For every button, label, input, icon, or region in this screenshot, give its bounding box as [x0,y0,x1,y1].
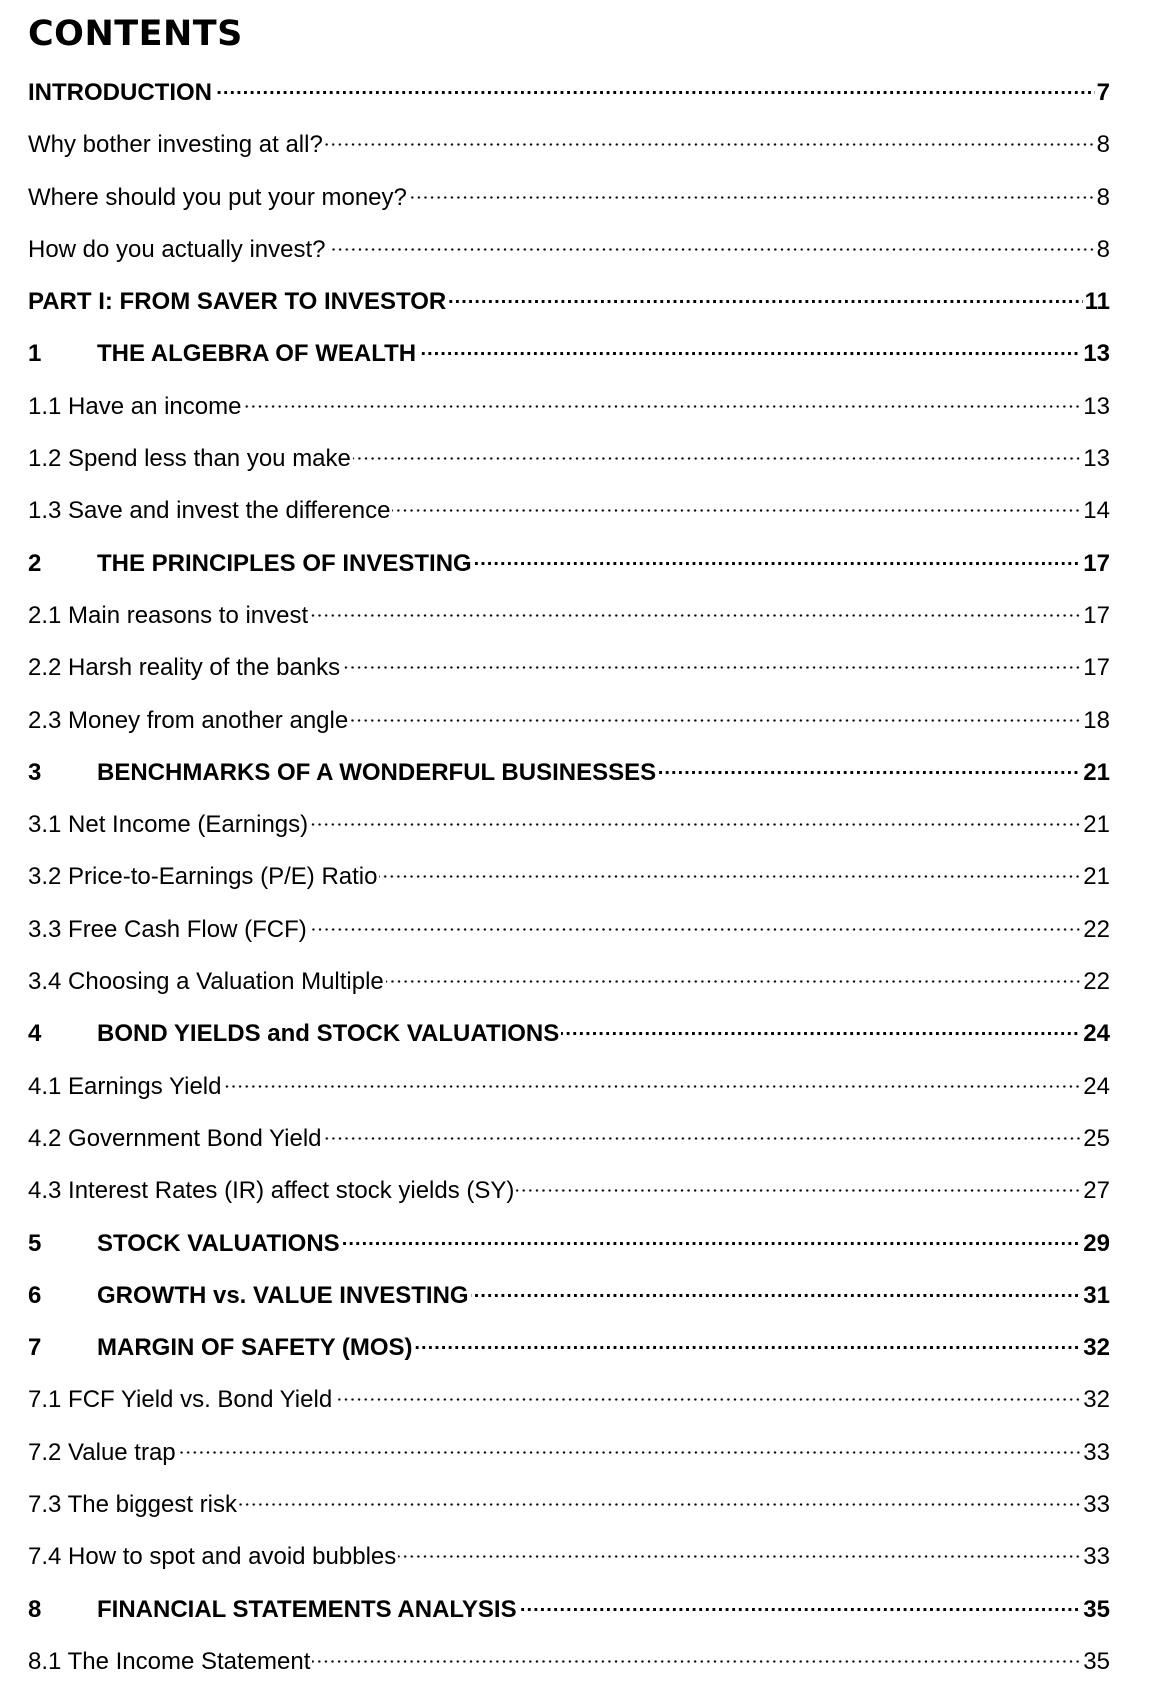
dot-leader [312,1639,1081,1669]
toc-entry[interactable] [28,1635,1110,1687]
page-number: 14 [1083,497,1110,525]
dot-leader [386,959,1082,989]
toc-entry-label: PART I: FROM SAVER TO INVESTOR [28,288,447,316]
chapter-number: 8 [28,1595,42,1623]
toc-heading-entry[interactable] [28,1583,1110,1635]
toc-entry-label: 7.1 FCF Yield vs. Bond Yield [28,1386,333,1414]
dot-leader [325,122,1095,152]
toc-entry-label: 3.2 Price-to-Earnings (P/E) Ratio [28,863,378,891]
dot-leader [409,175,1095,205]
page-number: 8 [1096,131,1110,159]
toc-entry[interactable] [28,1530,1110,1582]
toc-entry-label: FINANCIAL STATEMENTS ANALYSIS [97,1595,517,1623]
page-number: 25 [1083,1124,1110,1152]
toc-heading-entry[interactable] [28,537,1110,589]
dot-leader [243,384,1081,414]
toc-entry-label: 2.2 Harsh reality of the banks [28,654,341,682]
toc-entry[interactable] [28,1478,1110,1530]
dot-leader [516,1168,1081,1198]
dot-leader [392,488,1081,518]
toc-entry-label: 2.3 Money from another angle [28,706,349,734]
toc-entry-label: INTRODUCTION [28,79,212,106]
dot-leader [658,750,1081,780]
page-number: 17 [1083,654,1110,682]
dot-leader [310,593,1081,623]
toc-entry-label: GROWTH vs. VALUE INVESTING [97,1281,469,1309]
dot-leader [342,645,1081,675]
toc-entry-label: 7.3 The biggest risk [28,1491,238,1519]
page-number: 33 [1083,1438,1110,1466]
dot-leader [471,1273,1082,1303]
toc-entry[interactable] [28,171,1110,223]
table-of-contents [28,66,1110,1687]
toc-entry-label: 4.2 Government Bond Yield [28,1124,322,1152]
toc-heading-entry[interactable] [28,1269,1110,1321]
toc-heading-entry[interactable] [28,327,1110,379]
toc-entry[interactable] [28,589,1110,641]
page-number: 21 [1083,811,1110,839]
page-number: 17 [1083,601,1110,629]
toc-entry-label: 1.3 Save and invest the difference [28,497,391,525]
toc-entry[interactable] [28,1060,1110,1112]
chapter-number: 1 [28,340,42,368]
toc-entry-label: Why bother investing at all? [28,131,323,159]
chapter-number: 3 [28,758,42,786]
chapter-number: 6 [28,1281,42,1309]
dot-leader [223,1064,1081,1094]
toc-entry-label: 4.1 Earnings Yield [28,1072,222,1100]
toc-entry[interactable] [28,850,1110,902]
toc-entry-label: BENCHMARKS OF A WONDERFUL BUSINESSES [97,758,657,786]
toc-entry[interactable] [28,484,1110,536]
toc-entry-label: STOCK VALUATIONS [97,1229,340,1257]
page-number: 35 [1083,1647,1110,1675]
dot-leader [239,1482,1081,1512]
dot-leader [398,1534,1081,1564]
toc-entry-label: 7.2 Value trap [28,1438,176,1466]
page-number: 32 [1083,1334,1110,1362]
dot-leader [448,279,1082,309]
dot-leader [350,698,1081,728]
toc-entry-label: MARGIN OF SAFETY (MOS) [97,1334,413,1362]
toc-entry-label: How do you actually invest? [28,235,326,263]
page-number: 24 [1083,1072,1110,1100]
toc-heading-entry[interactable] [28,1007,1110,1059]
toc-heading-entry[interactable] [28,746,1110,798]
toc-entry-label: 7.4 How to spot and avoid bubbles [28,1543,397,1571]
dot-leader [519,1587,1082,1617]
dot-leader [353,436,1081,466]
page-number: 22 [1083,915,1110,943]
page-number: 7 [1096,79,1110,106]
page-number: 21 [1083,758,1110,786]
dot-leader [342,1221,1082,1251]
toc-entry[interactable] [28,1373,1110,1425]
page-number: 11 [1084,288,1110,316]
dot-leader [310,802,1081,832]
page-number: 27 [1083,1177,1110,1205]
toc-entry[interactable] [28,798,1110,850]
dot-leader [379,854,1081,884]
toc-entry[interactable] [28,1112,1110,1164]
page-number: 35 [1083,1595,1110,1623]
page-number: 33 [1083,1543,1110,1571]
dot-leader [328,227,1095,257]
page-number: 8 [1096,235,1110,263]
toc-entry[interactable] [28,641,1110,693]
toc-entry[interactable] [28,223,1110,275]
page-number: 32 [1083,1386,1110,1414]
toc-entry[interactable] [28,694,1110,746]
dot-leader [214,70,1095,100]
chapter-number: 7 [28,1334,42,1362]
toc-heading-entry[interactable] [28,1217,1110,1269]
page-number: 13 [1083,340,1110,368]
toc-entry[interactable] [28,380,1110,432]
contents-heading: CONTENTS [28,14,243,54]
page-number: 31 [1083,1281,1110,1309]
toc-entry-label: 8.1 The Income Statement [28,1647,311,1675]
page-number: 13 [1083,392,1110,420]
dot-leader [334,1377,1081,1407]
page-number: 17 [1083,549,1110,577]
dot-leader [561,1011,1081,1041]
toc-entry[interactable] [28,903,1110,955]
toc-entry-label: 4.3 Interest Rates (IR) affect stock yields (SY) [28,1177,515,1205]
toc-entry-label: Where should you put your money? [28,183,407,211]
toc-entry[interactable] [28,955,1110,1007]
toc-entry[interactable] [28,1426,1110,1478]
toc-entry-label: 3.3 Free Cash Flow (FCF) [28,915,307,943]
page-number: 22 [1083,968,1110,996]
page-number: 13 [1083,445,1110,473]
dot-leader [418,331,1081,361]
toc-heading-entry[interactable] [28,1321,1110,1373]
page-number: 29 [1083,1229,1110,1257]
toc-entry-label: 1.2 Spend less than you make [28,445,351,473]
chapter-number: 2 [28,549,42,577]
toc-entry-label: 2.1 Main reasons to invest [28,601,309,629]
dot-leader [309,907,1082,937]
page-number: 33 [1083,1491,1110,1519]
dot-leader [178,1430,1082,1460]
toc-entry-label: 3.4 Choosing a Valuation Multiple [28,968,384,996]
toc-entry[interactable] [28,118,1110,170]
dot-leader [324,1116,1082,1146]
toc-entry-label: BOND YIELDS and STOCK VALUATIONS [97,1020,560,1048]
toc-heading-entry[interactable] [28,66,1110,118]
page-number: 21 [1083,863,1110,891]
chapter-number: 5 [28,1229,42,1257]
dot-leader [415,1325,1082,1355]
dot-leader [474,541,1082,571]
toc-entry-label: 1.1 Have an income [28,392,242,420]
toc-entry-label: THE ALGEBRA OF WEALTH [97,340,417,368]
toc-entry[interactable] [28,432,1110,484]
page-number: 18 [1083,706,1110,734]
page-number: 24 [1083,1020,1110,1048]
chapter-number: 4 [28,1020,42,1048]
page-number: 8 [1096,183,1110,211]
toc-entry-label: 3.1 Net Income (Earnings) [28,811,309,839]
toc-heading-entry[interactable] [28,275,1110,327]
toc-entry[interactable] [28,1164,1110,1216]
toc-entry-label: THE PRINCIPLES OF INVESTING [97,549,472,577]
